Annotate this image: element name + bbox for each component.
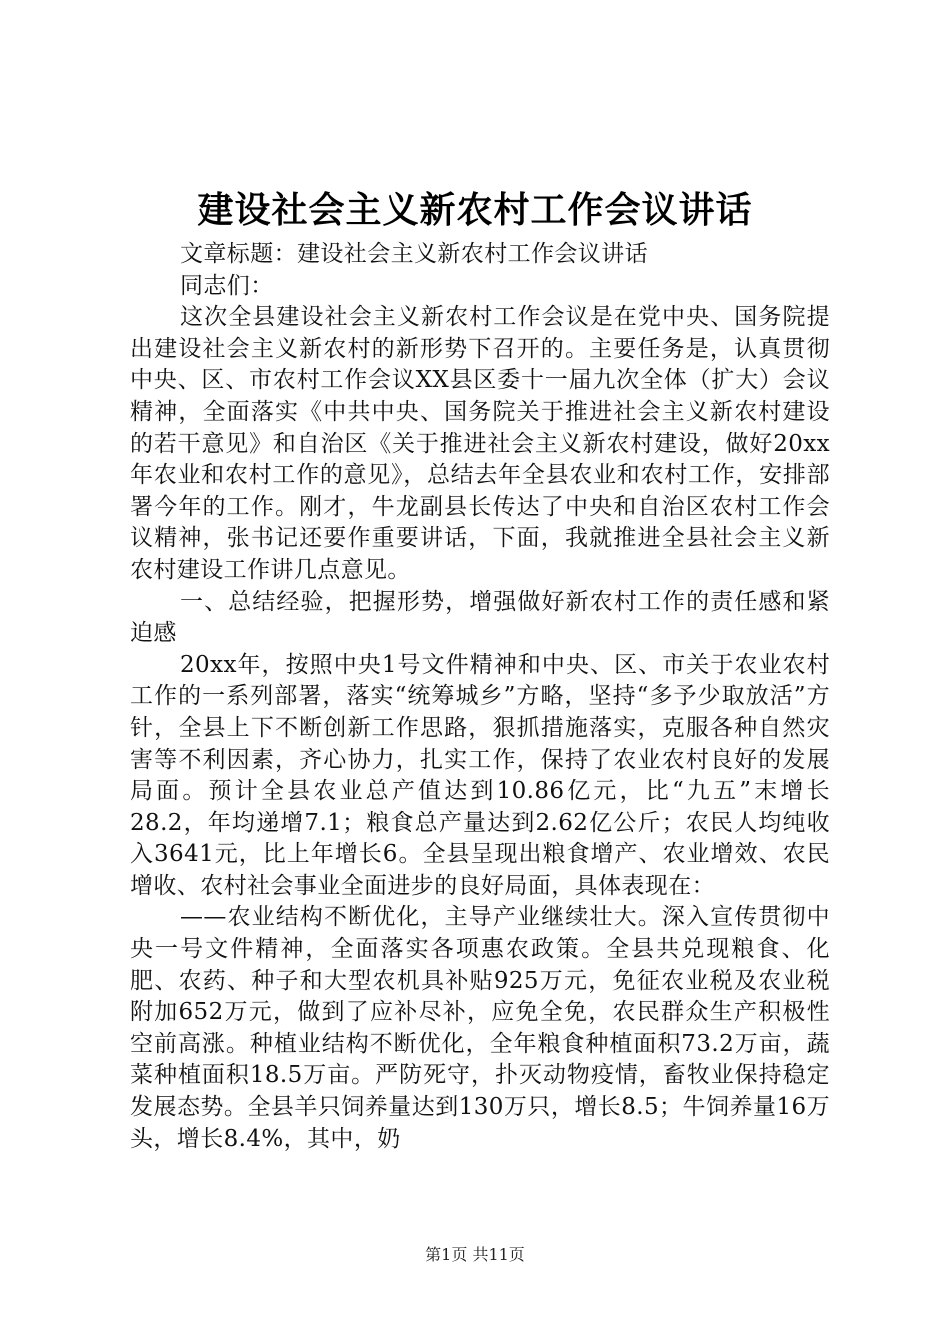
document-title: 建设社会主义新农村工作会议讲话 bbox=[197, 189, 753, 231]
page-footer: 第1页 共11页 bbox=[425, 1245, 525, 1264]
paragraph-agriculture: ——农业结构不断优化，主导产业继续壮大。深入宣传贯彻中央一号文件精神，全面落实各项惠农政策。全县共兑现粮食、化肥、农药、种子和大型农机具补贴925万元，免征农业税及农业税附加652万元，做到了应补尽补，应免全免，农民群众生产积极性空前高涨。种植业结构不断优化，全年粮食种植面积73.2万亩，蔬菜种植面积18.5万亩。严防死守，扑灭动物疫情，畜牧业保持稳定发展态势。全县羊只饲养量达到130万只，增长8.5；牛饲养量16万头，增长8.4%，其中，奶 bbox=[130, 904, 830, 1152]
paragraph-intro: 这次全县建设社会主义新农村工作会议是在党中央、国务院提出建设社会主义新农村的新形势下召开的。主要任务是，认真贯彻中央、区、市农村工作会议XX县区委十一届九次全体（扩大）会议精神，全面落实《中共中央、国务院关于推进社会主义新农村建设的若干意见》和自治区《关于推进社会主义新农村建设，做好20xx年农业和农村工作的意见》，总结去年全县农业和农村工作，安排部署今年的工作。刚才，牛龙副县长传达了中央和自治区农村工作会议精神，张书记还要作重要讲话，下面，我就推进全县社会主义新农村建设工作讲几点意见。 bbox=[130, 304, 830, 583]
salutation: 同志们： bbox=[180, 272, 274, 299]
article-title-line: 文章标题：建设社会主义新农村工作会议讲话 bbox=[180, 241, 648, 267]
document-body bbox=[130, 239, 830, 1155]
section-heading-1: 一、总结经验，把握形势，增强做好新农村工作的责任感和紧迫感 bbox=[130, 588, 830, 647]
paragraph-achievements: 20xx年，按照中央1号文件精神和中央、区、市关于农业农村工作的一系列部署，落实“统筹城乡”方略，坚持“多予少取放活”方针，全县上下不断创新工作思路，狠抓措施落实，克服各种自然灾害等不利因素，齐心协力，扎实工作，保持了农业农村良好的发展局面。预计全县农业总产值达到10.86亿元，比“九五”末增长28.2，年均递增7.1；粮食总产量达到2.62亿公斤；农民人均纯收入3641元，比上年增长6。全县呈现出粮食增产、农业增效、农民增收、农村社会事业全面进步的良好局面，具体表现在： bbox=[130, 651, 830, 899]
